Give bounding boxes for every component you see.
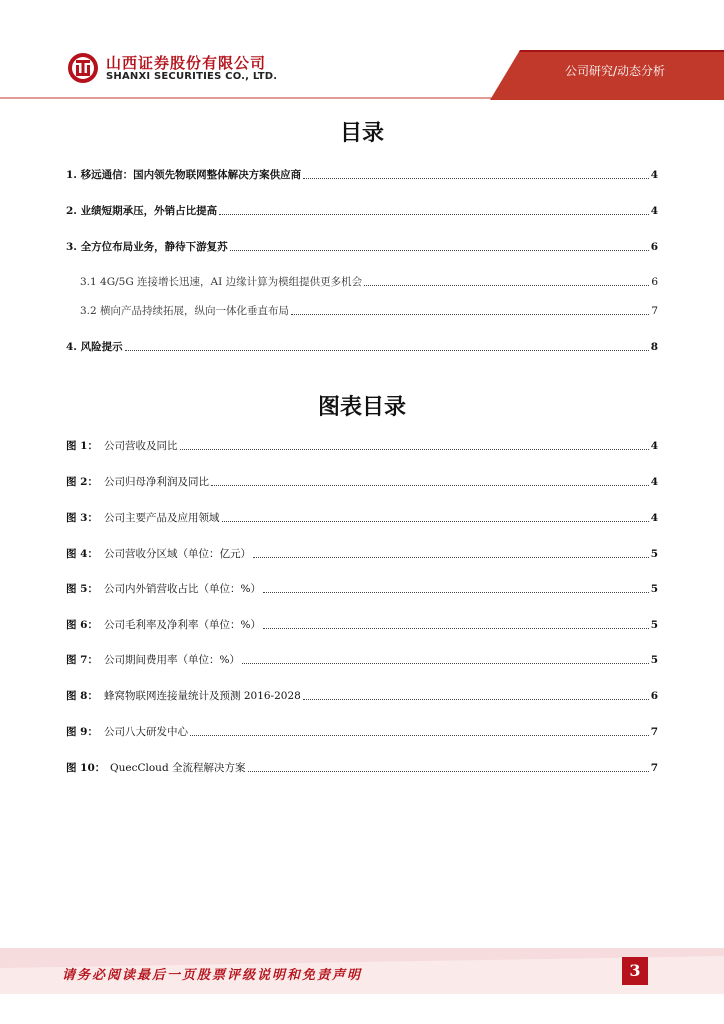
toc-leader-dots: [263, 628, 649, 629]
figure-number: 图 3：: [66, 512, 98, 524]
figure-number: 图 2：: [66, 476, 98, 488]
toc-item-page: 8: [650, 341, 658, 353]
figure-item[interactable]: [66, 473, 658, 489]
figure-number: 图 5：: [66, 583, 98, 595]
figure-label: 蜂窝物联网连接量统计及预测 2016-2028: [104, 690, 301, 702]
figures-title: 图表目录: [317, 395, 406, 420]
toc-leader-dots: [303, 178, 649, 179]
figure-page: 6: [650, 690, 658, 702]
figure-item[interactable]: [66, 651, 658, 667]
toc-item-label: 4. 风险提示: [66, 341, 123, 353]
figure-item[interactable]: [66, 723, 658, 739]
page-header: [0, 0, 724, 100]
company-logo-icon: [66, 51, 100, 85]
company-name-en: SHANXI SECURITIES CO., LTD.: [106, 71, 278, 82]
toc-item-label: 3.1 4G/5G 连接增长迅速，AI 边缘计算为模组提供更多机会: [80, 276, 363, 288]
page-number: 3: [622, 957, 648, 985]
toc-item[interactable]: [66, 238, 658, 254]
toc-leader-dots: [211, 485, 649, 486]
toc-leader-dots: [253, 557, 649, 558]
toc-subitem[interactable]: [80, 273, 658, 289]
toc-item-label: 3. 全方位布局业务，静待下游复苏: [66, 241, 228, 253]
toc-title: 目录: [339, 121, 384, 146]
toc-item-page: 6: [650, 241, 658, 253]
figure-label: 公司内外销营收占比（单位：%）: [104, 583, 261, 595]
figure-page: 5: [650, 619, 658, 631]
figure-label: 公司营收及同比: [104, 440, 178, 452]
figure-page: 4: [650, 476, 658, 488]
toc-item-label: 2. 业绩短期承压，外销占比提高: [66, 205, 218, 217]
figure-label: 公司主要产品及应用领域: [104, 512, 220, 524]
figure-number: 图 7：: [66, 654, 98, 666]
figure-item[interactable]: [66, 759, 658, 775]
figure-number: 图 6：: [66, 619, 98, 631]
toc-item[interactable]: [66, 338, 658, 354]
toc-leader-dots: [248, 771, 649, 772]
figure-number: 图 9：: [66, 726, 98, 738]
figure-page: 5: [650, 654, 658, 666]
toc-leader-dots: [230, 250, 649, 251]
footer-disclaimer: 请务必阅读最后一页股票评级说明和免责声明: [62, 968, 363, 983]
figure-page: 7: [650, 762, 658, 774]
figure-item[interactable]: [66, 616, 658, 632]
figure-label: 公司八大研发中心: [104, 726, 188, 738]
toc-item-page: 4: [650, 169, 658, 181]
figure-item[interactable]: [66, 509, 658, 525]
toc-leader-dots: [125, 350, 649, 351]
toc-item-label: 3.2 横向产品持续拓展，纵向一体化垂直布局: [80, 305, 290, 317]
figure-page: 4: [650, 440, 658, 452]
toc-item-label: 1. 移远通信：国内领先物联网整体解决方案供应商: [66, 169, 302, 181]
toc-item[interactable]: [66, 202, 658, 218]
figure-label: 公司营收分区域（单位：亿元）: [104, 548, 251, 560]
header-red-band: [0, 0, 724, 100]
figure-item[interactable]: [66, 437, 658, 453]
figure-number: 图 10：: [66, 762, 106, 774]
figure-page: 7: [650, 726, 658, 738]
toc-leader-dots: [242, 663, 649, 664]
figure-item[interactable]: [66, 545, 658, 561]
figure-page: 5: [650, 583, 658, 595]
toc-leader-dots: [303, 699, 649, 700]
figure-item[interactable]: [66, 580, 658, 596]
figure-item[interactable]: [66, 687, 658, 703]
figure-label: 公司毛利率及净利率（单位：%）: [104, 619, 261, 631]
toc-subitem[interactable]: [80, 302, 658, 318]
figure-label: 公司归母净利润及同比: [104, 476, 209, 488]
toc-leader-dots: [222, 521, 649, 522]
figure-number: 图 1：: [66, 440, 98, 452]
company-name-cn: 山西证券股份有限公司: [106, 54, 267, 72]
toc-leader-dots: [263, 592, 649, 593]
toc-leader-dots: [219, 214, 649, 215]
toc-item-page: 6: [651, 276, 658, 288]
toc-leader-dots: [190, 735, 649, 736]
figure-page: 4: [650, 512, 658, 524]
figure-label: 公司期间费用率（单位：%）: [104, 654, 240, 666]
toc-item-page: 4: [650, 205, 658, 217]
toc-item[interactable]: [66, 166, 658, 182]
toc-item-page: 7: [651, 305, 658, 317]
figure-page: 5: [650, 548, 658, 560]
toc-leader-dots: [180, 449, 649, 450]
figure-label: QuecCloud 全流程解决方案: [110, 762, 246, 774]
figure-number: 图 8：: [66, 690, 98, 702]
report-type-label: 公司研究/动态分析: [564, 64, 666, 78]
toc-leader-dots: [291, 314, 649, 315]
toc-leader-dots: [364, 285, 649, 286]
figure-number: 图 4：: [66, 548, 98, 560]
